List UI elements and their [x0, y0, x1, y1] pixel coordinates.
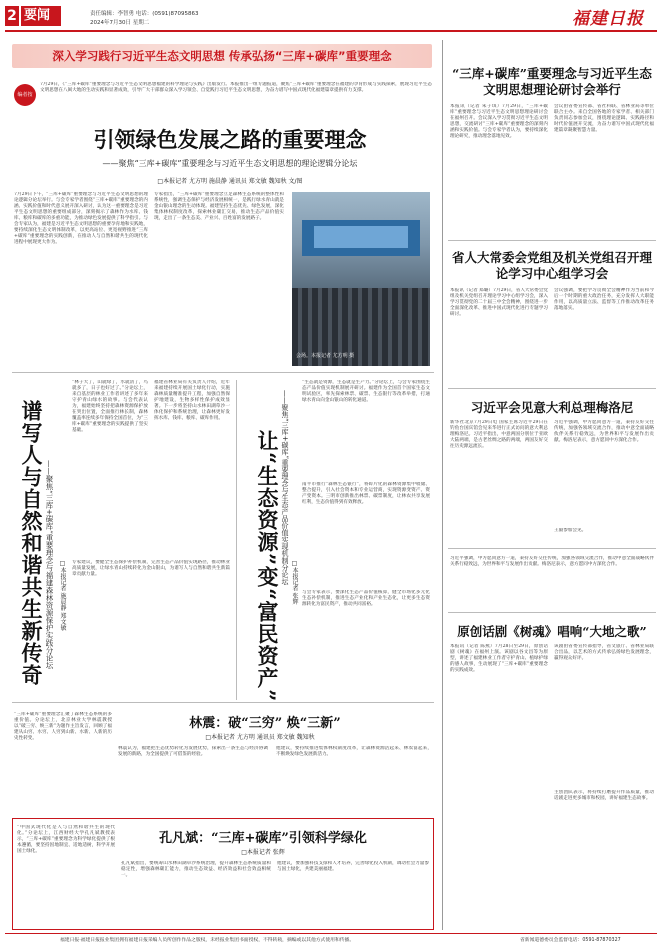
footer-rule	[5, 933, 657, 934]
right-low-title: 原创话剧《树魂》唱响“大地之歌”	[457, 624, 647, 639]
left-col-2: 福建省林业局有关负责人介绍，近年来福建持续开展国土绿化行动，实施森林质量精准提升工程，加强自然保护地建设，生物多样性保护成效显著。下一步将坚持山水林田湖草沙一体化保护和系统治理，让森林更好发挥水库、钱库、粮库、碳库作用。	[154, 380, 230, 421]
right-low-col-1: 本报讯（记者 陈燕）7月28日至29日，原创话剧《树魂》在福州上演。该剧以谷文昌等为原型，讲述了福建林业工作者守护青山、植绿护绿的感人故事，生动展现了“三库+碳库”重要理念的实践成效。	[450, 644, 548, 673]
section-name: 要闻	[21, 6, 61, 26]
date-line: 2024年7月30日 星期二	[90, 20, 150, 26]
right-low-col-2: 该剧由省委宣传部指导，省文旅厅、省林业局联合出品，以艺术的方式传承弘扬绿色发展理念，赢得观众好评。	[554, 644, 654, 661]
center-col-1: “生态就是资源，生态就是生产力。”分论坛上，与会专家围绕生态产品价值实现机制展开研讨。福建作为全国首个国家生态文明试验区，率先探索林票、碳票、生态银行等改革举措，打通绿水青山向金山银山的转化通道。	[302, 380, 430, 403]
right-top-title: “三库+碳库”重要理念与习近平生态文明思想理论研讨会举行	[452, 66, 652, 97]
vrule-right	[442, 40, 443, 930]
right-top-col-2: 会议由省委宣传部、省社科联、省林业局等单位联合主办。来自全国各地的专家学者、相关部门负责同志参加会议，围绕理论逻辑、实践路径和时代价值展开交流，为奋力谱写中国式现代化福建篇章凝聚智慧力量。	[554, 104, 654, 133]
banner	[12, 44, 432, 68]
right-mid-col-2: 会议强调，要把学习贯彻全会精神作为当前和今后一个时期的重大政治任务，充分发挥人大职能作用，以高质量立法、监督等工作推动改革任务落地落实。	[554, 288, 654, 311]
photo-caption: 会场。本报记者 尤方明 摄	[296, 353, 355, 359]
divider-1	[12, 372, 434, 373]
kong-col-3: 他建议，要加强科技支撑和人才培养，完善绿化投入机制，调动社会力量参与国土绿化，共建美丽福建。	[277, 861, 429, 872]
paper-logo: 福建日报	[572, 9, 644, 29]
main-title: 引领绿色发展之路的重要理念	[93, 127, 367, 152]
footer-right: 省新闻道德委员会监督电话：0591-87870327	[520, 938, 621, 943]
footer-left: 福建日报·福建日报报业集团拥有福建日报采编人员所创作作品之版权，未经报业集团书面授权，不得转载，摘编或以其他方式使用和传播。	[60, 938, 355, 943]
kong-title: 孔凡斌：“三库+碳库”引领科学绿化	[159, 831, 367, 846]
masthead-rule	[5, 30, 657, 32]
main-photo	[292, 192, 430, 366]
left-col-3: 专家建议，要健全生态保护补偿机制，完善生态产品价值实现路径，推动林业高质量发展，让绿水青山持续转化为金山银山，为谱写人与自然和谐共生新篇章贡献力量。	[72, 560, 230, 577]
right-mid-col-1: 本报讯（记者 郑璐）7月29日，省人大常委会党组及机关党组召开理论学习中心组学习会，深入学习贯彻党的二十届三中全会精神，围绕进一步全面深化改革、推进中国式现代化进行专题学习研讨。	[450, 288, 548, 317]
photo-screen	[314, 226, 408, 248]
editor-note: 7月29日，《“三库+碳库”重要理念与习近平生态文明思想福建的科学理论与实践》出版发行。本报推出一组专题报道，聚焦“三库+碳库”重要理念在福建的孕育形成与实践探索，展现习近平生态文明思想在八闽大地的生动实践和显著成效，引导广大干部群众深入学习领会、自觉践行习近平生态文明思想，为奋力谱写中国式现代化福建篇章提供有力支撑。	[40, 82, 432, 93]
right-xi-col-1: 新华社北京7月29日电 国家主席习近平29日在钓鱼台国宾馆会见来华进行正式访问的意大利总理梅洛尼。习近平指出，中意两国分别位于亚欧大陆两端，是古老丝绸之路的两端，两国友好交往历史源远流长。	[450, 420, 548, 449]
kong-col-1: “中国式现代化是人与自然和谐共生的现代化。”分论坛上，江西财经大学孔凡斌教授表示，“三库+碳库”重要理念为科学绿化提供了根本遵循，要坚持因地制宜、适地适树，科学开展国土绿化。	[17, 825, 115, 854]
vrule-center	[236, 380, 237, 700]
masthead	[0, 0, 662, 34]
right-xi-title: 习近平会见意大利总理梅洛尼	[470, 400, 634, 415]
left-col-1: “林子大了，山就绿了，水就清了，鸟就多了，日子也好过了。”分论坛上，来自基层的林业工作者讲述了多年来守护青山绿水的故事。与会代表认为，福建始终坚持把森林资源保护放在突出位置，全面推行林长制，森林覆盖率连续多年保持全国首位，为“三库+碳库”重要理念的实践提供了坚实基础。	[72, 380, 148, 433]
kong-article-box	[12, 818, 434, 930]
left-vertical-byline: □本报记者 施晨静 郑文敏	[59, 560, 66, 631]
left-vertical-title: 谱写人与自然和谐共生新传奇	[19, 400, 44, 686]
kong-byline: □本报记者 张辉	[241, 849, 285, 856]
divider-r4	[448, 612, 656, 613]
center-col-3: 与会专家表示，要深化生态产品价值核算，健全市场化多元化生态补偿机制，推进生态产业化和产业生态化，让更多生态资源转化为富民资产，推动共同富裕。	[302, 590, 430, 607]
right-news-block: 习近平强调，中方愿同意方一道，秉持友好交往传统，加强各领域交流合作，推动中意全面战略伙伴关系行稳致远，为世界和平与发展作出贡献。梅洛尼表示，意方愿同中方深化合作。	[450, 556, 654, 567]
lin-title: 林震：破“三穷” 焕“三新”	[189, 716, 341, 731]
right-mid-title: 省人大常委会党组及机关党组召开理论学习中心组学习会	[451, 250, 652, 281]
main-byline: □本报记者 尤方明 施晨静 通讯员 郑文敏 魏知秋 文/图	[157, 178, 303, 185]
divider-r3	[448, 548, 656, 549]
lin-col-1: “三库+碳库”重要理念汇聚了森林生态系统的多重价值。分论坛上，北京林业大学林震教授以“破三穷、焕三新”为题作主旨发言，回顾了福建从山穷、水穷、人穷到山新、水新、人新的历史性转变。	[14, 712, 112, 741]
divider-2	[12, 702, 434, 703]
center-vertical-byline: □本报记者 张辉	[291, 560, 298, 605]
right-top-col-1: 本报讯（记者 朱子琪）7月29日，“三库+碳库”重要理念与习近平生态文明思想理论研讨会在福州召开。会议深入学习贯彻习近平生态文明思想，交流研讨“三库+碳库”重要理念的深刻内涵和实践价值。与会专家学者认为，要持续深化理论研究，推动理念落地见效。	[450, 104, 548, 139]
divider-r1	[448, 240, 656, 241]
center-col-2: 南平市推行“森林生态银行”，将碎片化的森林资源集中收储、整合提升，引入社会资本和专业运营商，实现资源变资产、资产变资本。三明市创新推出林票、碳票制度，让林农共享发展红利，生态价值得到有效释放。	[302, 482, 430, 505]
main-col-1: 7月29日下午，“三库+碳库”重要理念与习近平生态文明思想的理论逻辑分论坛举行。与会专家学者围绕“三库+碳库”重要理念的内涵、实践价值和时代意义展开深入研讨，认为这一重要理念是习近平生态文明思想的重要组成部分，深刻揭示了森林作为水库、钱库、粮库和碳库的多重功能，为推动绿色发展提供了科学指引。与会专家认为，福建是习近平生态文明思想的重要孕育地和实践地，要持续深化生态文明体制改革，以更高站位、更宽视野推进“三库+碳库”重要理念的实践创新，在推动人与自然和谐共生的现代化进程中展现更大作为。	[14, 192, 148, 245]
lin-col-2: 林震认为，福建把生态优势转化为发展优势，探索出一条生态与经济协调发展的新路，为全国提供了可借鉴的经验。	[118, 746, 268, 757]
divider-r2	[448, 388, 656, 389]
editor-note-tag: 编者按	[14, 84, 36, 106]
center-vertical-subtitle: ——聚焦“三库+碳库”重要理念与生态产品价值实现机制分论坛	[281, 390, 289, 586]
main-subtitle: ——聚焦“三库+碳库”重要理念与习近平生态文明思想的理论逻辑分论坛	[102, 159, 358, 168]
right-low-col-3: 主创团队表示，将持续打磨提升作品质量，推动话剧走进更多城市和校园，讲好福建生态故事。	[554, 790, 654, 801]
kong-col-2: 孔凡斌指出，要统筹山水林田湖草沙系统治理，提升森林生态系统质量和稳定性，增强森林碳汇能力，推动生态效益、经济效益和社会效益相统一。	[121, 861, 271, 878]
center-vertical-title: 让“生态资源”变“富民资产”	[255, 430, 280, 703]
left-vertical-subtitle: ——聚焦“三库+碳库”重要理念与福建森林资源保护实践分论坛	[45, 460, 54, 669]
page-number: 2	[5, 6, 19, 26]
banner-text: 深入学习践行习近平生态文明思想 传承弘扬“三库+碳库”重要理念	[52, 49, 392, 63]
lin-col-3: 他建议，要持续推进集体林权制度改革，让森林资源活起来、林农富起来，不断焕发绿色发展新活力。	[276, 746, 432, 757]
lin-byline: □本报记者 尤方明 通讯员 郑文敏 魏知秋	[205, 734, 315, 741]
main-col-2: 专家指出，“三库+碳库”重要理念立足森林生态系统的整体性和系统性，强调生态保护与经济发展相统一，是践行绿水青山就是金山银山理念的生动体现。福建坚持生态优先、绿色发展，深化集体林权制度改革，探索林业碳汇交易，推动生态产品价值实现，走出了一条生态美、产业兴、百姓富的发展路子。	[154, 192, 284, 221]
right-xi-col-3: 王毅参加会见。	[554, 528, 587, 533]
editor-line: 责任编辑：李智勇 电话：(0591)87095863	[90, 11, 199, 17]
right-xi-col-2: 习近平强调，中方愿同意方一道，秉持友好交往传统，加强各领域交流合作，推动中意全面战略伙伴关系行稳致远，为世界和平与发展作出贡献。梅洛尼表示，意方愿同中方深化合作。	[554, 420, 654, 443]
